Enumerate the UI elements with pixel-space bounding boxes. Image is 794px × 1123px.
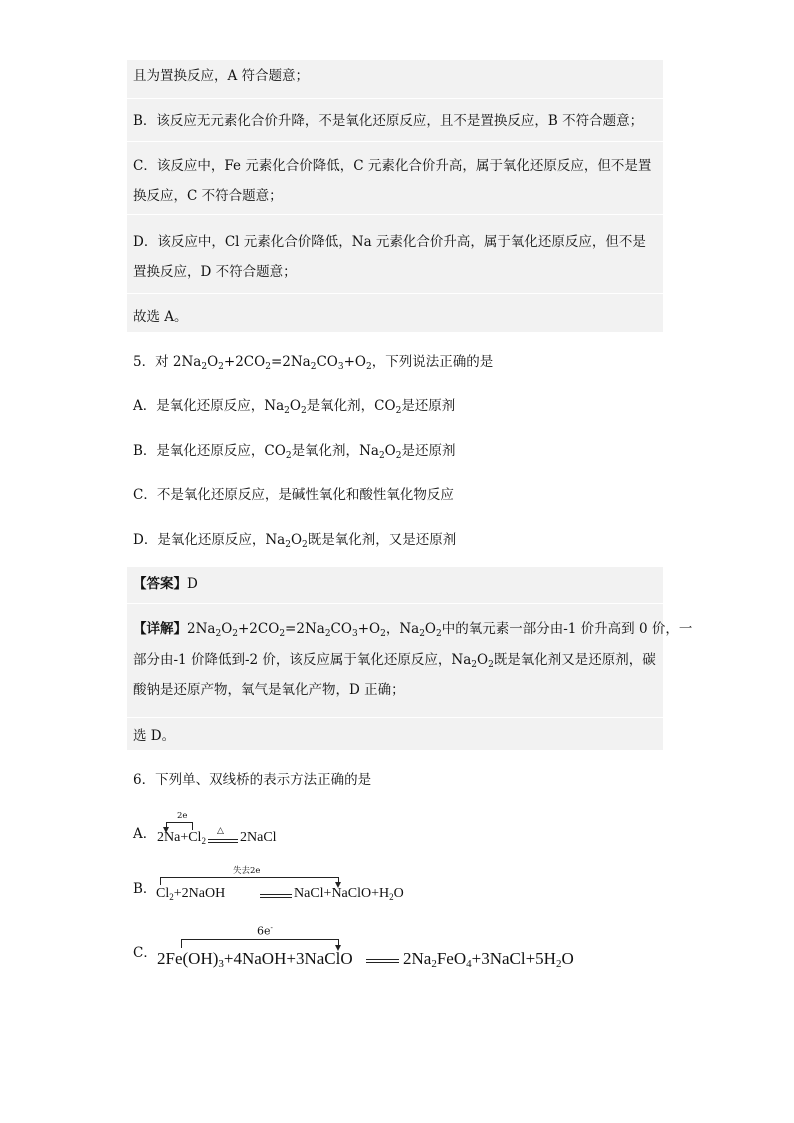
question-5-option-a [133,396,455,416]
detail-text: ， [385,621,400,637]
equals-sign [208,839,238,843]
divider [127,98,663,99]
explanation-line: 且为置换反应，A 符合题意； [133,68,310,84]
divider [127,717,663,718]
explanation-line: B．该反应无元素化合价升降，不是氧化还原反应，且不是置换反应，B 不符合题意； [133,113,644,129]
formula: $CO_2$ [264,443,292,461]
formula: $Na_2O_2$ [265,532,308,550]
equation-text: +4NaOH+3NaClO [223,949,353,968]
option-text: A．是氧化还原反应， [133,398,265,414]
explanation-line: 换反应，C 不符合题意； [133,188,283,204]
explanation-line: D．该反应中，Cl 元素化合价降低，Na 元素化合价升高，属于氧化还原反应，但不是 [133,234,646,250]
divider [127,141,663,142]
detail-line-3: 酸钠是还原产物，氧气是氧化产物，D 正确； [133,682,405,698]
equation-text: 2Fe(OH) [157,949,219,968]
equation-c: $2Fe(OH)_3+4NaOH+3NaClO$ [157,949,353,970]
equation-text: +2NaOH [173,886,226,901]
divider [127,293,663,294]
formula: $Na_2O_2$ [264,398,307,416]
formula: $Na_2O_2$ [451,652,494,670]
bridge-line [166,822,192,823]
explanation-line: 故选 A。 [133,309,188,325]
answer-line [133,574,198,594]
formula: $CO_2$ [374,398,402,416]
electron-transfer-label [257,924,273,938]
equation-text: NaCl+NaClO+H [294,886,390,901]
equation-text: FeO [436,949,467,968]
reaction-equation: $2Na_2O_2+2CO_2=2Na_2CO_3+O_2$ [172,354,372,372]
stem-prefix: 5．对 [133,354,173,370]
detail-text: 中的氧元素一部分由-1 价升高到 0 价，一 [441,621,693,637]
explanation-line: C．该反应中，Fe 元素化合价降低，C 元素化合价升高，属于氧化还原反应，但不是置 [133,158,652,174]
detail-label: 【详解】 [133,621,187,637]
reaction-equation: $2Na_2O_2+2CO_2=2Na_2CO_3+O_2$ [187,621,386,639]
question-6-stem: 6．下列单、双线桥的表示方法正确的是 [133,772,372,788]
question-6-option-c-label: C． [133,945,157,961]
stem-suffix: ，下列说法正确的是 [371,354,494,370]
bridge-line [160,877,161,885]
equation-b-right: $NaCl+NaClO+H_2O$ [294,886,404,902]
answer-value: D [187,576,198,592]
detail-line-2 [133,650,656,670]
electron-sign: - [270,924,273,932]
bridge-line [181,939,182,948]
option-text: 是还原剂 [401,443,456,459]
detail-text: 既是氧化剂又是还原剂，碳 [493,652,656,668]
answer-label: 【答案】 [133,576,187,592]
equation-text: Cl [156,886,170,901]
equation-a-right: 2NaCl [240,830,277,845]
electron-transfer-label: 失去2e [233,866,261,876]
bridge-line [181,939,338,940]
question-5-option-b [133,441,455,461]
electron-transfer-label: 2e [177,811,188,821]
equation-c-right: $2Na_2FeO_4+3NaCl+5H_2O$ [403,949,574,970]
detail-line-1 [133,619,692,639]
equation-text: +3NaCl+5H [471,949,556,968]
heat-symbol: △ [217,826,224,836]
equation-text: 2Na [403,949,432,968]
equation-a: $2Na+Cl_2$ [157,830,206,846]
question-6-option-a-label: A． [133,826,157,842]
equation-text: O [393,886,404,901]
equation-b: $Cl_2+2NaOH$ [156,886,226,902]
option-text: 是氧化剂， [291,443,360,459]
question-5-option-d [133,530,456,550]
question-6-option-b-label: B． [133,881,157,897]
equation-text: O [561,949,574,968]
option-text: B．是氧化还原反应， [133,443,265,459]
option-text: 既是氧化剂，又是还原剂 [307,532,457,548]
divider [127,214,663,215]
bridge-line [192,822,193,830]
bridge-line [160,877,338,878]
explanation-line: 置换反应，D 不符合题意； [133,264,297,280]
option-text: 是氧化剂， [306,398,375,414]
electron-count: 6e [257,924,271,938]
option-text: 是还原剂 [401,398,456,414]
equals-sign [366,959,399,963]
formula: $Na_2O_2$ [359,443,402,461]
conclusion-line: 选 D。 [133,728,176,744]
detail-text: 部分由-1 价降低到-2 价，该反应属于氧化还原反应， [133,652,452,668]
equation-text: 2Na+Cl [157,830,202,845]
question-5-option-c: C．不是氧化还原反应，是碱性氧化和酸性氧化物反应 [133,487,454,503]
formula: $Na_2O_2$ [399,621,442,639]
equals-sign [260,894,292,898]
divider [127,603,663,604]
option-text: D．是氧化还原反应， [133,532,266,548]
question-5-stem [133,352,493,372]
